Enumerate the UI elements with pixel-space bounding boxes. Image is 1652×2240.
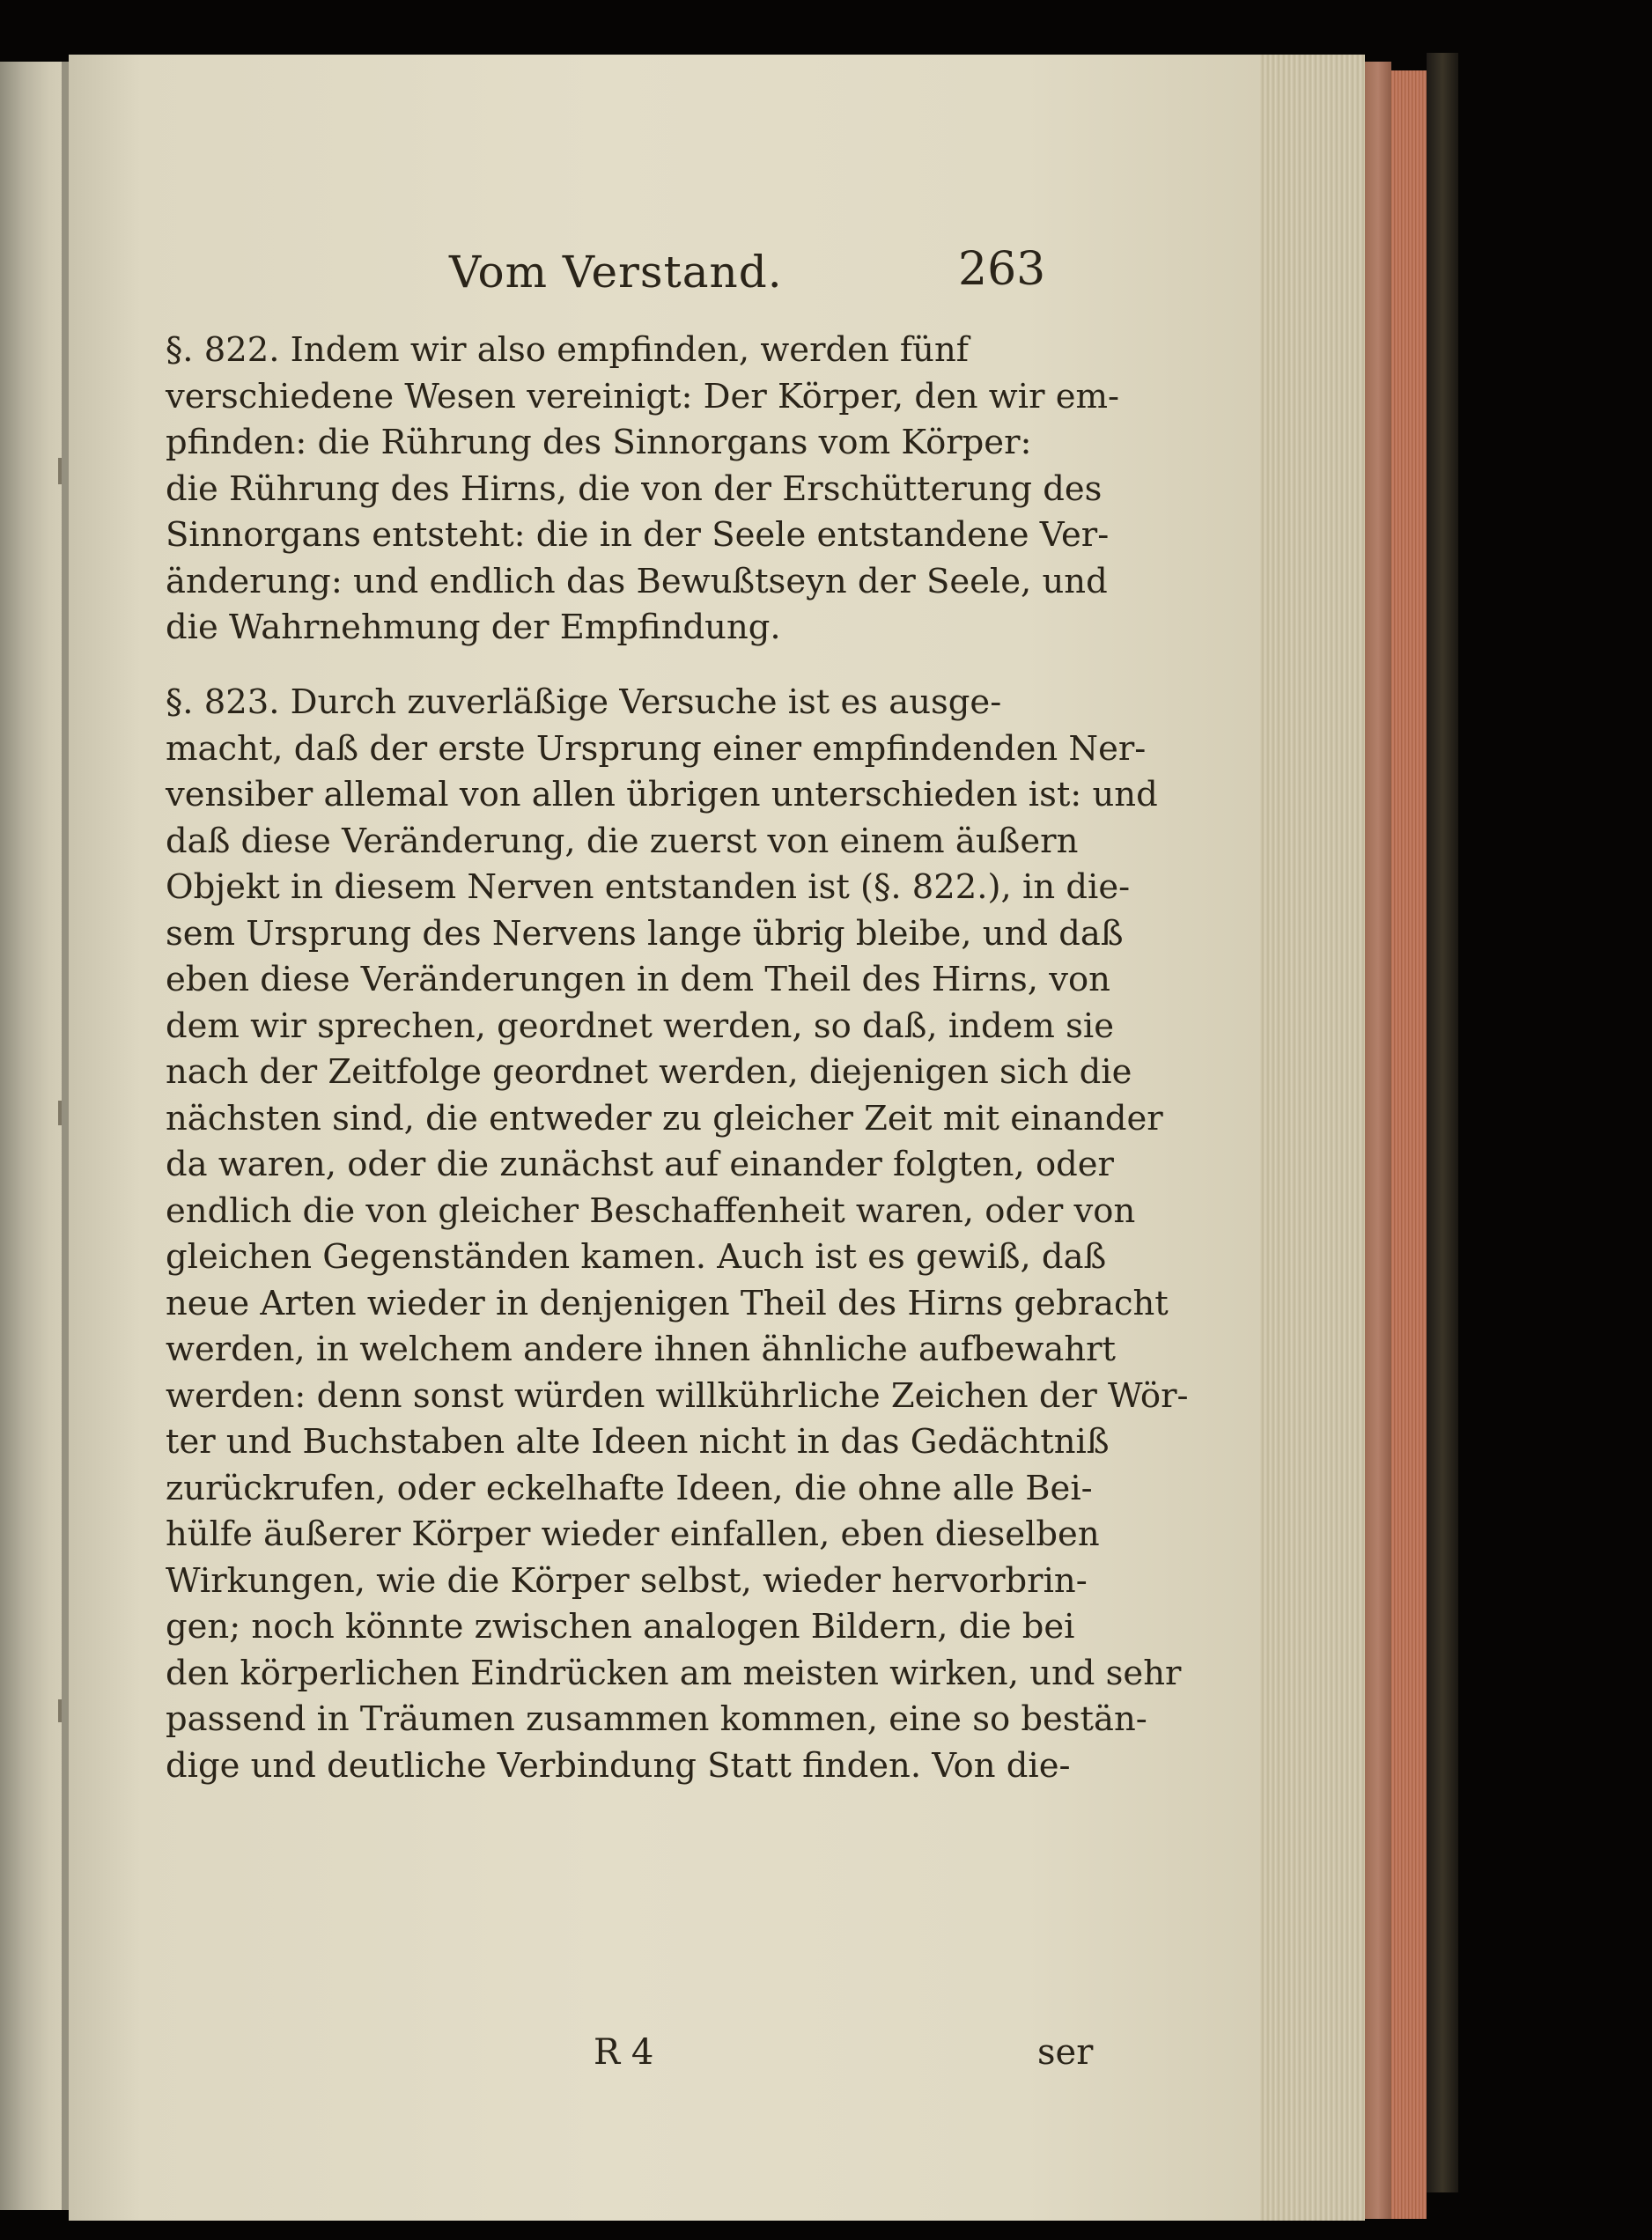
signature-mark: R 4: [594, 2032, 654, 2073]
colored-page-edges: [1391, 70, 1427, 2219]
fore-edge-pages: [1259, 55, 1365, 2221]
text-line: werden, in welchem andere ihnen ähnliche aufbewahrt: [166, 1330, 1117, 1369]
text-line: Wirkungen, wie die Körper selbst, wieder hervorbrin-: [166, 1560, 1088, 1601]
margin-mark: [58, 458, 62, 484]
text-line: die Wahrnehmung der Empfindung.: [166, 608, 781, 647]
text-line: zurückrufen, oder eckelhafte Ideen, die ohne alle Bei-: [166, 1468, 1093, 1508]
text-line: gen; noch könnte zwischen analogen Bildern, die bei: [166, 1607, 1075, 1647]
text-line: den körperlichen Eindrücken am meisten wirken, und sehr: [166, 1653, 1182, 1693]
text-line: dem wir sprechen, geordnet werden, so daß, indem sie: [166, 1006, 1114, 1046]
text-line: verschiedene Wesen vereinigt: Der Körper, den wir em-: [166, 376, 1120, 416]
text-line: sem Ursprung des Nervens lange übrig bleibe, und daß: [166, 913, 1124, 954]
text-line: werden: denn sonst würden willkührliche Zeichen der Wör-: [166, 1375, 1189, 1416]
text-line: ter und Buchstaben alte Ideen nicht in das Gedächtniß: [166, 1422, 1110, 1462]
text-line: nächsten sind, die entweder zu gleicher Zeit mit einander: [166, 1098, 1163, 1138]
margin-mark: [58, 1101, 62, 1125]
text-line: die Rührung des Hirns, die von der Erschütterung des: [166, 468, 1103, 509]
text-line: §. 822. Indem wir also empfinden, werden fünf: [166, 330, 970, 370]
text-line: da waren, oder die zunächst auf einander folgten, oder: [166, 1145, 1114, 1184]
text-line: neue Arten wieder in denjenigen Theil des Hirns gebracht: [166, 1283, 1169, 1323]
text-line: macht, daß der erste Ursprung einer empfindenden Ner-: [166, 728, 1147, 769]
running-head: Vom Verstand.: [449, 247, 783, 298]
text-block: [166, 231, 1189, 2097]
text-line: passend in Träumen zusammen kommen, eine so bestän-: [166, 1699, 1147, 1739]
gutter-shadow: [62, 62, 69, 2210]
text-line: §. 823. Durch zuverläßige Versuche ist es ausge-: [166, 682, 1002, 722]
text-line: hülfe äußerer Körper wieder einfallen, eben dieselben: [166, 1514, 1100, 1554]
page-header: [166, 231, 1081, 310]
text-line: dige und deutliche Verbindung Statt finden. Von die-: [166, 1745, 1071, 1786]
margin-mark: [58, 1699, 62, 1722]
text-line: eben diese Veränderungen in dem Theil des Hirns, von: [166, 960, 1110, 999]
text-line: gleichen Gegenständen kamen. Auch ist es gewiß, daß: [166, 1237, 1107, 1277]
text-line: endlich die von gleicher Beschaffenheit waren, oder von: [166, 1190, 1136, 1231]
text-line: änderung: und endlich das Bewußtseyn der Seele, und: [166, 561, 1108, 601]
paragraph-823: [166, 680, 1189, 1789]
page-block-edge: [1365, 62, 1391, 2219]
text-line: vensiber allemal von allen übrigen unterschieden ist: und: [166, 775, 1158, 814]
paragraph-822: [166, 328, 1120, 652]
page-number: 263: [958, 243, 1046, 296]
text-line: Objekt in diesem Nerven entstanden ist (§. 822.), in die-: [166, 867, 1131, 907]
text-line: Sinnorgans entsteht: die in der Seele entstandene Ver-: [166, 515, 1110, 555]
text-line: pfinden: die Rührung des Sinnorgans vom Körper:: [166, 423, 1032, 462]
text-line: nach der Zeitfolge geordnet werden, diejenigen sich die: [166, 1052, 1132, 1092]
catchword: ser: [1037, 2032, 1094, 2073]
left-page-edge: [0, 62, 69, 2210]
text-line: daß diese Veränderung, die zuerst von einem äußern: [166, 821, 1079, 861]
book-cover-edge: [1427, 53, 1458, 2192]
page-footer: [166, 2027, 1094, 2080]
